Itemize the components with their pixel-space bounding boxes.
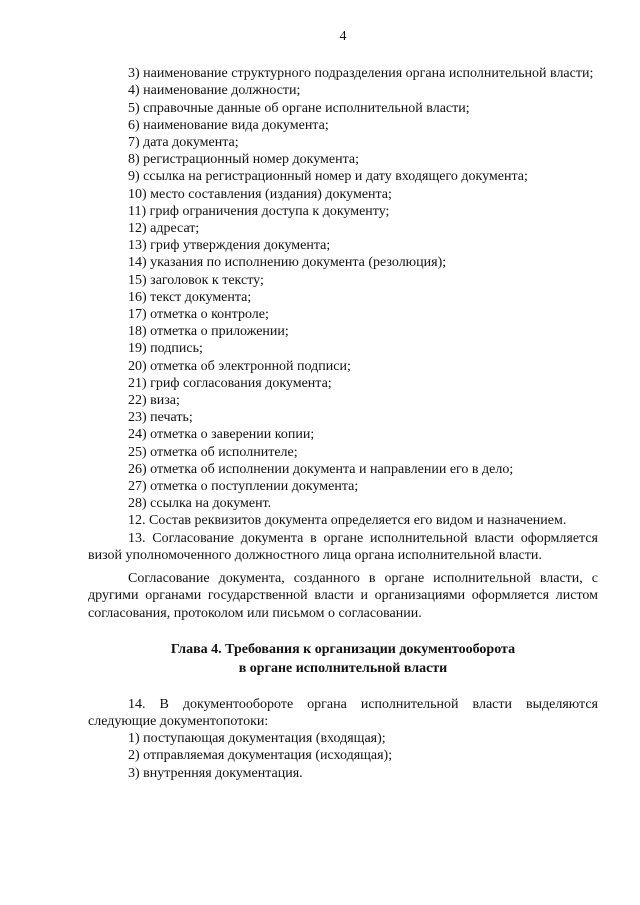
list-item: 14) указания по исполнению документа (резолюция); xyxy=(128,255,447,271)
chapter-heading-line2: в органе исполнительной власти xyxy=(238,660,448,676)
list-item: 27) отметка о поступлении документа; xyxy=(128,479,359,495)
list-item: 21) гриф согласования документа; xyxy=(128,375,332,391)
list-item: 19) подпись; xyxy=(128,341,203,357)
list-item: 13) гриф утверждения документа; xyxy=(128,238,331,254)
requisites-list xyxy=(88,65,598,512)
list-item: 3) наименование структурного подразделения органа исполнительной власти; xyxy=(128,66,594,82)
list-item: 9) ссылка на регистрационный номер и дату входящего документа; xyxy=(128,169,528,185)
list-item: 22) виза; xyxy=(128,393,180,409)
list-item: 20) отметка об электронной подписи; xyxy=(128,358,351,374)
list-item: 12) адресат; xyxy=(128,221,200,237)
list-item: 28) ссылка на документ. xyxy=(128,496,272,512)
page-number: 4 xyxy=(339,29,347,44)
paragraph-14: 14. В документообороте органа исполнительной власти выделяются следующие документопотоки: xyxy=(88,696,598,729)
paragraph-13: 13. Согласование документа в органе исполнительной власти оформляется визой уполномоченного должностного лица органа исполнительной власти. xyxy=(88,530,598,563)
list-item: 16) текст документа; xyxy=(128,289,252,305)
list-item: 3) внутренняя документация. xyxy=(128,765,303,781)
paragraph-13-continued: Согласование документа, созданного в органе исполнительной власти, с другими органами государственной власти и организациями оформляется листом согласования, протоколом или письмом о согласовании. xyxy=(88,571,598,621)
chapter-heading xyxy=(88,640,598,678)
list-item: 26) отметка об исполнении документа и направлении его в дело; xyxy=(128,461,514,477)
list-item: 18) отметка о приложении; xyxy=(128,324,289,340)
list-item: 10) место составления (издания) документа; xyxy=(128,186,392,202)
list-item: 7) дата документа; xyxy=(128,135,239,151)
list-item: 4) наименование должности; xyxy=(128,83,301,99)
list-item: 11) гриф ограничения доступа к документу; xyxy=(128,203,390,219)
list-item: 5) справочные данные об органе исполнительной власти; xyxy=(128,100,470,116)
document-page xyxy=(88,28,598,782)
list-item: 15) заголовок к тексту; xyxy=(128,272,264,288)
list-item: 2) отправляемая документация (исходящая); xyxy=(128,748,393,764)
paragraph-12: 12. Состав реквизитов документа определяется его видом и назначением. xyxy=(128,513,567,529)
list-item: 6) наименование вида документа; xyxy=(128,117,329,133)
list-item: 25) отметка об исполнителе; xyxy=(128,444,298,460)
list-item: 1) поступающая документация (входящая); xyxy=(128,731,386,747)
chapter-heading-line1: Глава 4. Требования к организации документооборота xyxy=(170,641,516,657)
list-item: 23) печать; xyxy=(128,410,193,426)
list-item: 8) регистрационный номер документа; xyxy=(128,152,359,168)
list-item: 24) отметка о заверении копии; xyxy=(128,427,315,443)
list-item: 17) отметка о контроле; xyxy=(128,307,269,323)
document-flows-list xyxy=(88,730,598,782)
